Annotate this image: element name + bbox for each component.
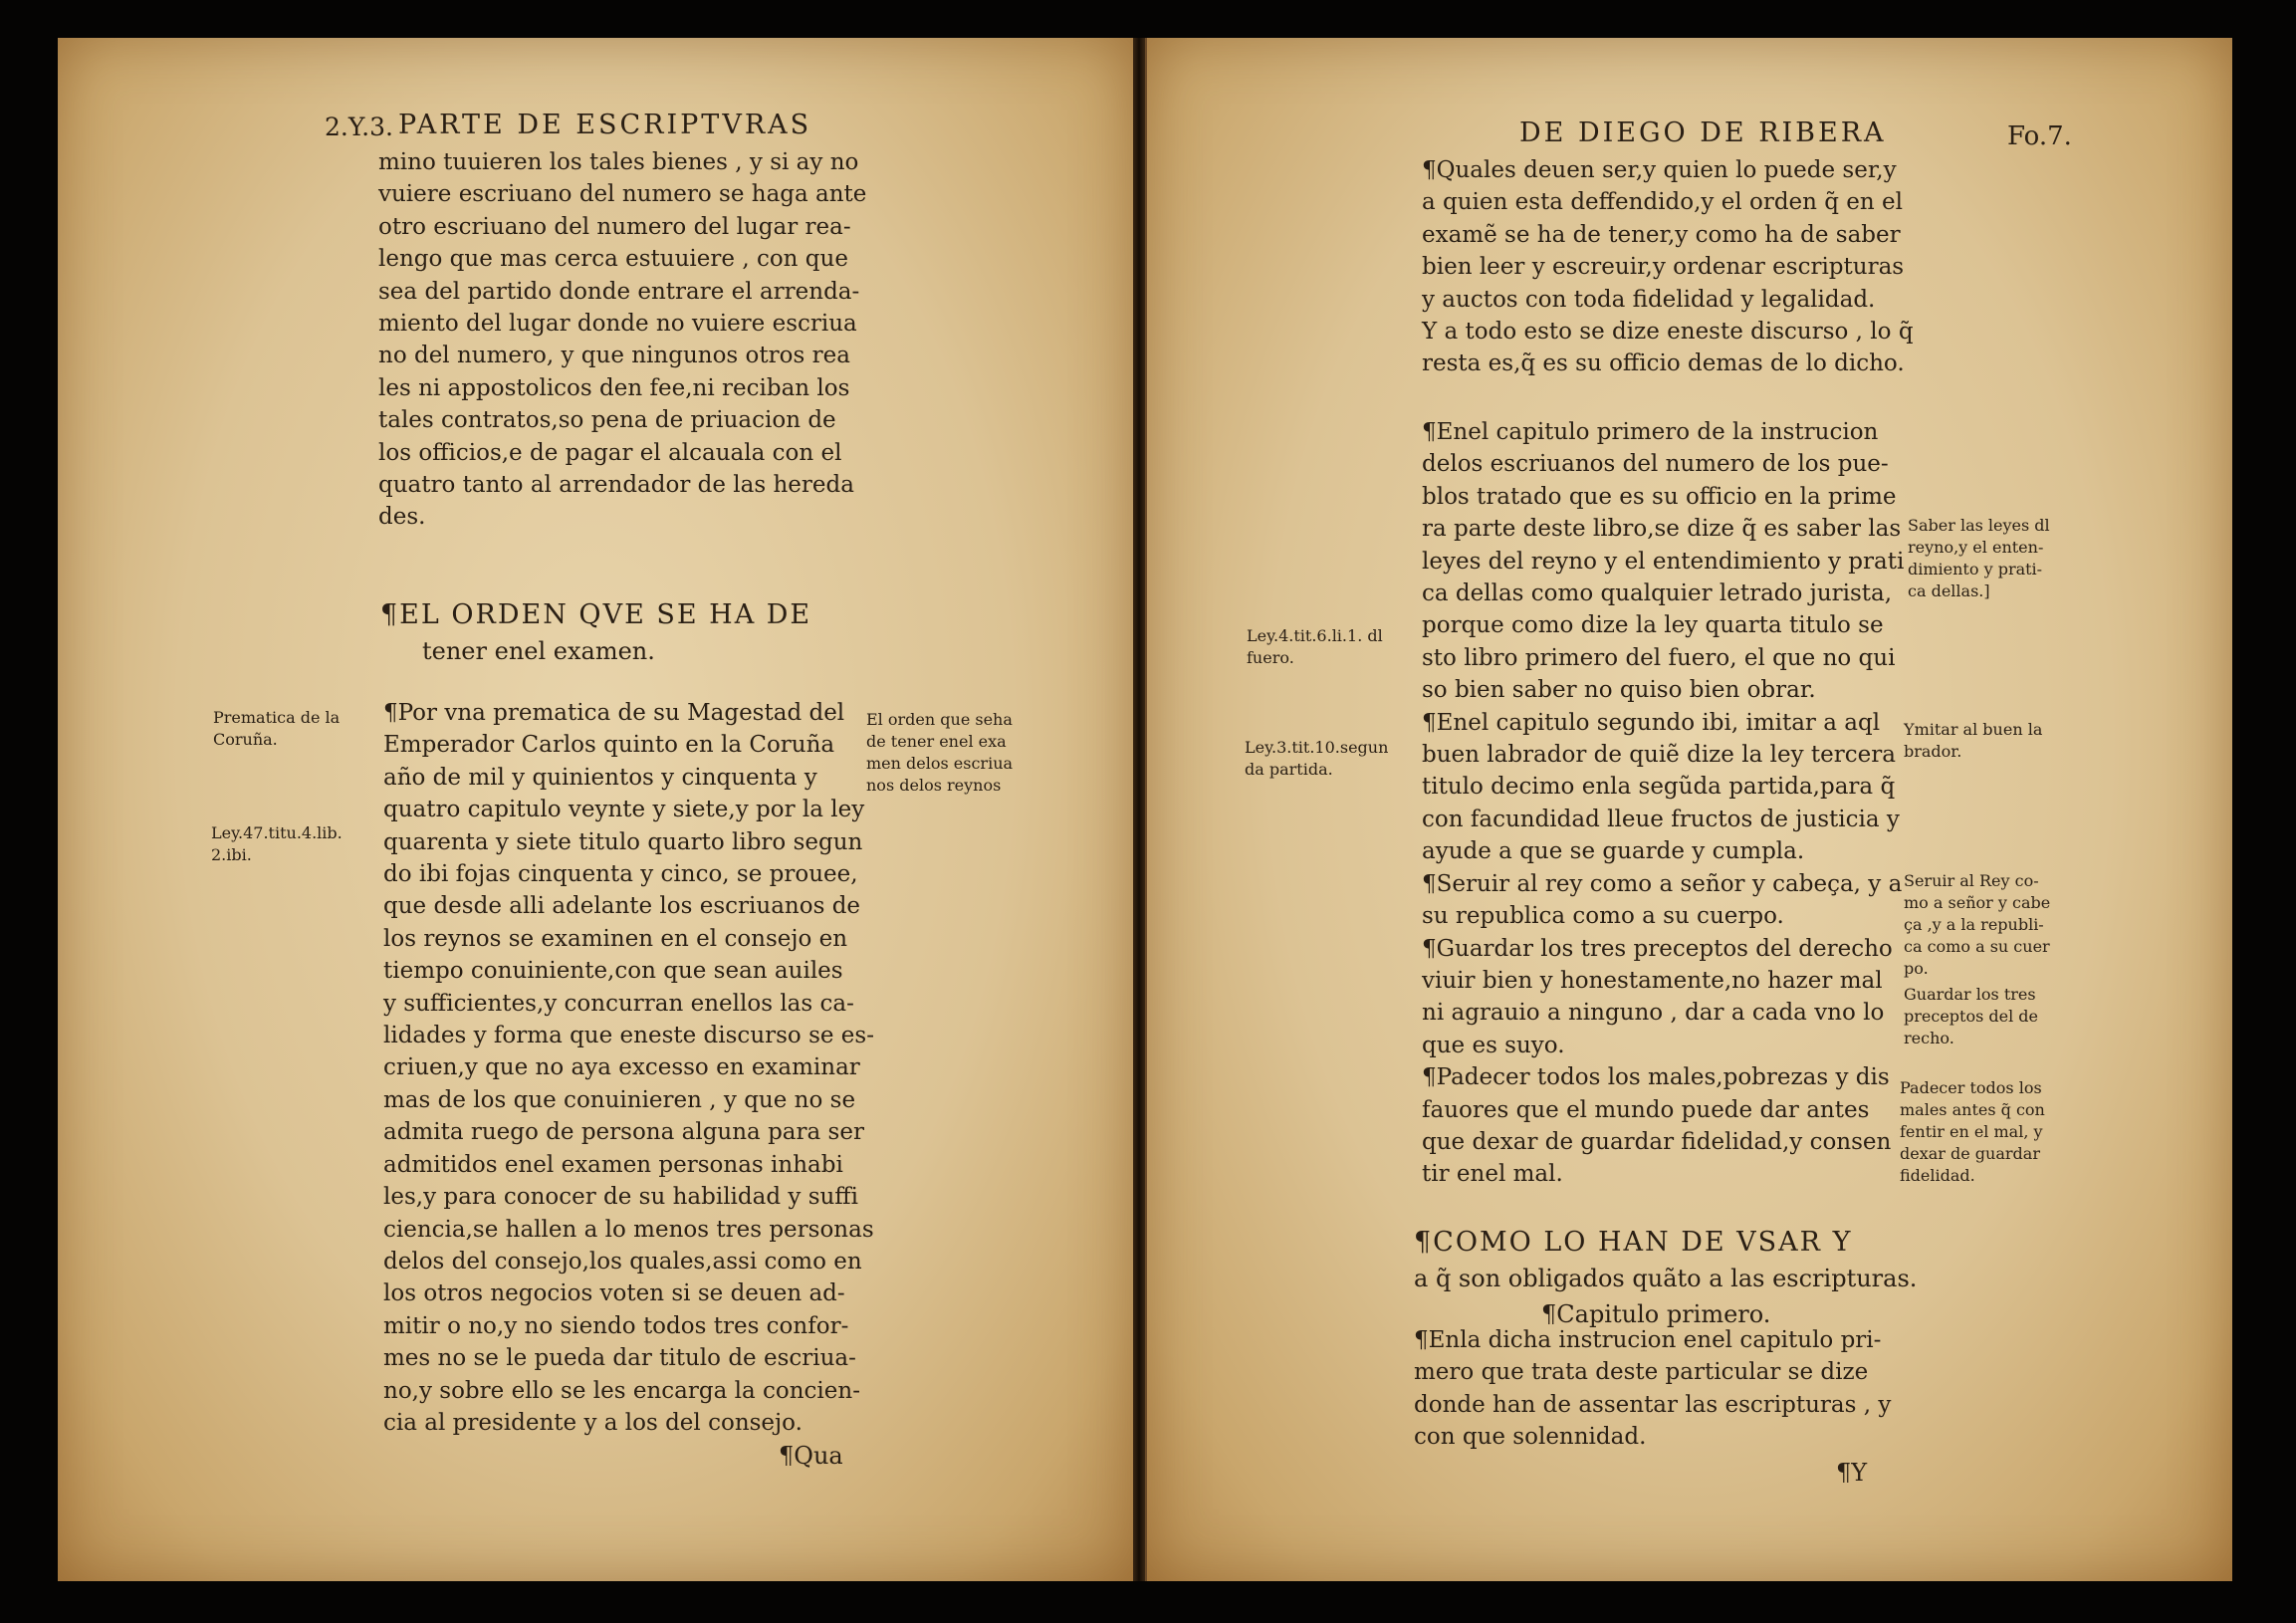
left-heading-subtitle: tener enel examen. <box>422 637 655 665</box>
margin-note-ymitar <box>1904 719 2042 763</box>
margin-note-padecer <box>1900 1077 2045 1187</box>
text-line: que desde alli adelante los escriuanos de <box>383 893 861 920</box>
text-line: Padecer todos los <box>1900 1078 2042 1097</box>
left-catchword: ¶Qua <box>779 1442 843 1470</box>
text-line: sto libro primero del fuero, el que no qui <box>1422 644 1896 671</box>
text-line: admita ruego de persona alguna para ser <box>383 1119 864 1146</box>
text-line: donde han de assentar las escripturas , y <box>1414 1391 1892 1418</box>
text-line: ni agrauio a ninguno , dar a cada vno lo <box>1422 1000 1885 1027</box>
text-line: de tener enel exa <box>866 732 1007 751</box>
margin-note-seruir <box>1904 870 2050 980</box>
text-line: vuiere escriuano del numero se haga ante <box>378 181 867 208</box>
text-line: ¶Guardar los tres preceptos del derecho <box>1422 935 1893 962</box>
text-line: fidelidad. <box>1900 1166 1975 1185</box>
left-paragraph-1 <box>378 146 866 534</box>
text-line: quarenta y siete titulo quarto libro segun <box>383 828 863 855</box>
margin-note-guardar <box>1904 984 2038 1049</box>
text-line: ca dellas.] <box>1908 581 1990 600</box>
text-line: quatro capitulo veynte y siete,y por la ley <box>383 797 865 823</box>
text-line: mitir o no,y no siendo todos tres confor- <box>383 1312 849 1339</box>
text-line: po. <box>1904 959 1929 978</box>
text-line: ayude a que se guarde y cumpla. <box>1422 838 1805 865</box>
margin-note-ley4 <box>1247 625 1383 669</box>
text-line: porque como dize la ley quarta titulo se <box>1422 612 1884 639</box>
text-line: no,y sobre ello se les encarga la concien- <box>383 1377 860 1404</box>
right-heading-subtitle: a q̃ son obligados quãto a las escripturas. <box>1414 1265 1918 1292</box>
text-line: ca como a su cuer <box>1904 937 2050 956</box>
right-paragraph-3 <box>1414 1324 1891 1454</box>
text-line: dexar de guardar <box>1900 1144 2040 1163</box>
text-line: dimiento y prati- <box>1908 560 2043 579</box>
text-line: los reynos se examinen en el consejo en <box>383 925 848 952</box>
left-heading-title: ¶EL ORDEN QVE SE HA DE <box>380 599 812 630</box>
right-heading-title: ¶COMO LO HAN DE VSAR Y <box>1414 1227 1853 1258</box>
text-line: su republica como a su cuerpo. <box>1422 903 1784 930</box>
left-running-header: PARTE DE ESCRIPTVRAS <box>398 110 812 140</box>
text-line: des. <box>378 504 426 531</box>
text-line: delos del consejo,los quales,assi como en <box>383 1248 862 1275</box>
text-line: Seruir al Rey co- <box>1904 871 2039 890</box>
text-line: brador. <box>1904 742 1962 761</box>
text-line: lidades y forma que eneste discurso se es- <box>383 1023 874 1049</box>
text-line: con que solennidad. <box>1414 1424 1647 1451</box>
text-line: lengo que mas cerca estuuiere , con que <box>378 246 848 273</box>
text-line: preceptos del de <box>1904 1007 2039 1026</box>
right-heading-chapter: ¶Capitulo primero. <box>1541 1300 1771 1328</box>
text-line: males antes q̃ con <box>1900 1100 2045 1119</box>
text-line: ra parte deste libro,se dize q̃ es saber las <box>1422 516 1902 543</box>
text-line: leyes del reyno y el entendimiento y prati <box>1422 548 1905 575</box>
text-line: titulo decimo enla segũda partida,para q̃ <box>1422 774 1896 801</box>
text-line: cia al presidente y a los del consejo. <box>383 1409 803 1436</box>
text-line: les,y para conocer de su habilidad y suffi <box>383 1184 859 1211</box>
margin-note-orden <box>866 709 1013 797</box>
text-line: Guardar los tres <box>1904 985 2036 1004</box>
text-line: ciencia,se hallen a lo menos tres personas <box>383 1216 874 1243</box>
text-line: mo a señor y cabe <box>1904 893 2051 912</box>
text-line: Ley.47.titu.4.lib. <box>211 823 343 842</box>
text-line: Saber las leyes dl <box>1908 516 2050 535</box>
text-line: tales contratos,so pena de priuacion de <box>378 407 836 434</box>
text-line: con facundidad lleue fructos de justicia y <box>1422 806 1900 832</box>
text-line: El orden que seha <box>866 710 1013 729</box>
text-line: otro escriuano del numero del lugar rea- <box>378 213 851 240</box>
signature-mark: 2.Y.3. <box>325 113 393 141</box>
text-line: Emperador Carlos quinto en la Coruña <box>383 732 835 759</box>
text-line: ça ,y a la republi- <box>1904 915 2044 934</box>
text-line: da partida. <box>1245 760 1333 779</box>
text-line: fentir en el mal, y <box>1900 1122 2043 1141</box>
text-line: examẽ se ha de tener,y como ha de saber <box>1422 221 1901 248</box>
margin-note-ley47 <box>211 822 343 866</box>
text-line: Ley.3.tit.10.segun <box>1245 738 1389 757</box>
text-line: nos delos reynos <box>866 776 1002 795</box>
text-line: Y a todo esto se dize eneste discurso , lo q̃ <box>1422 319 1914 346</box>
text-line: men delos escriua <box>866 754 1014 773</box>
text-line: ¶Enel capitulo primero de la instrucion <box>1422 419 1879 445</box>
text-line: viuir bien y honestamente,no hazer mal <box>1422 967 1883 994</box>
text-line: ¶Enel capitulo segundo ibi, imitar a aql <box>1422 709 1881 736</box>
right-catchword: ¶Y <box>1836 1459 1868 1487</box>
text-line: Prematica de la <box>213 708 341 727</box>
text-line: admitidos enel examen personas inhabi <box>383 1151 843 1178</box>
text-line: quatro tanto al arrendador de las hereda <box>378 472 854 499</box>
text-line: recho. <box>1904 1029 1954 1047</box>
text-line: les ni appostolicos den fee,ni reciban los <box>378 374 850 401</box>
text-line: mas de los que conuinieren , y que no se <box>383 1086 856 1113</box>
text-line: miento del lugar donde no vuiere escriua <box>378 311 857 338</box>
text-line: reyno,y el enten- <box>1908 538 2044 557</box>
text-line: delos escriuanos del numero de los pue- <box>1422 451 1889 478</box>
book-gutter <box>1133 38 1145 1581</box>
text-line: buen labrador de quiẽ dize la ley tercera <box>1422 742 1896 769</box>
text-line: Coruña. <box>213 730 278 749</box>
text-line: ¶Por vna prematica de su Magestad del <box>383 700 845 726</box>
text-line: fauores que el mundo puede dar antes <box>1422 1096 1870 1123</box>
text-line: mero que trata deste particular se dize <box>1414 1359 1869 1386</box>
margin-note-saber <box>1908 515 2050 602</box>
text-line: tir enel mal. <box>1422 1161 1563 1188</box>
right-paragraph-2 <box>1422 416 1904 1191</box>
text-line: ¶Padecer todos los males,pobrezas y dis <box>1422 1064 1890 1091</box>
text-line: ¶Seruir al rey como a señor y cabeça, y a <box>1422 870 1903 897</box>
text-line: 2.ibi. <box>211 845 252 864</box>
text-line: so bien saber no quiso bien obrar. <box>1422 677 1816 704</box>
right-paragraph-1 <box>1422 154 1914 380</box>
margin-note-ley3 <box>1245 737 1388 781</box>
text-line: criuen,y que no aya excesso en examinar <box>383 1054 860 1081</box>
text-line: que dexar de guardar fidelidad,y consen <box>1422 1128 1892 1155</box>
left-paragraph-2 <box>383 697 874 1439</box>
text-line: a quien esta deffendido,y el orden q̃ en el <box>1422 189 1904 216</box>
text-line: tiempo conuiniente,con que sean auiles <box>383 958 843 985</box>
text-line: mes no se le pueda dar titulo de escriua- <box>383 1345 856 1372</box>
margin-note-prematica <box>213 707 340 751</box>
text-line: que es suyo. <box>1422 1032 1565 1058</box>
text-line: resta es,q̃ es su officio demas de lo dicho. <box>1422 350 1905 377</box>
text-line: y auctos con toda fidelidad y legalidad. <box>1422 286 1876 313</box>
text-line: los otros negocios voten si se deuen ad- <box>383 1280 845 1307</box>
right-section-heading <box>1414 1225 1917 1332</box>
text-line: año de mil y quinientos y cinquenta y <box>383 764 817 791</box>
text-line: y sufficientes,y concurran enellos las ca- <box>383 990 854 1017</box>
text-line: fuero. <box>1247 648 1294 667</box>
folio-number: Fo.7. <box>2007 121 2072 151</box>
left-section-heading <box>380 597 811 669</box>
text-line: Ley.4.tit.6.li.1. dl <box>1247 626 1383 645</box>
text-line: ca dellas como qualquier letrado jurista, <box>1422 580 1893 607</box>
text-line: Ymitar al buen la <box>1904 720 2043 739</box>
text-line: mino tuuieren los tales bienes , y si ay no <box>378 149 859 175</box>
text-line: los officios,e de pagar el alcauala con el <box>378 439 842 466</box>
text-line: ¶Quales deuen ser,y quien lo puede ser,y <box>1422 157 1897 183</box>
text-line: blos tratado que es su officio en la prime <box>1422 483 1897 510</box>
text-line: sea del partido donde entrare el arrenda- <box>378 278 860 305</box>
right-running-header: DE DIEGO DE RIBERA <box>1519 117 1887 148</box>
text-line: do ibi fojas cinquenta y cinco, se prouee, <box>383 861 858 888</box>
text-line: bien leer y escreuir,y ordenar escripturas <box>1422 254 1905 281</box>
text-line: ¶Enla dicha instrucion enel capitulo pri- <box>1414 1327 1882 1353</box>
text-line: no del numero, y que ningunos otros rea <box>378 343 850 369</box>
